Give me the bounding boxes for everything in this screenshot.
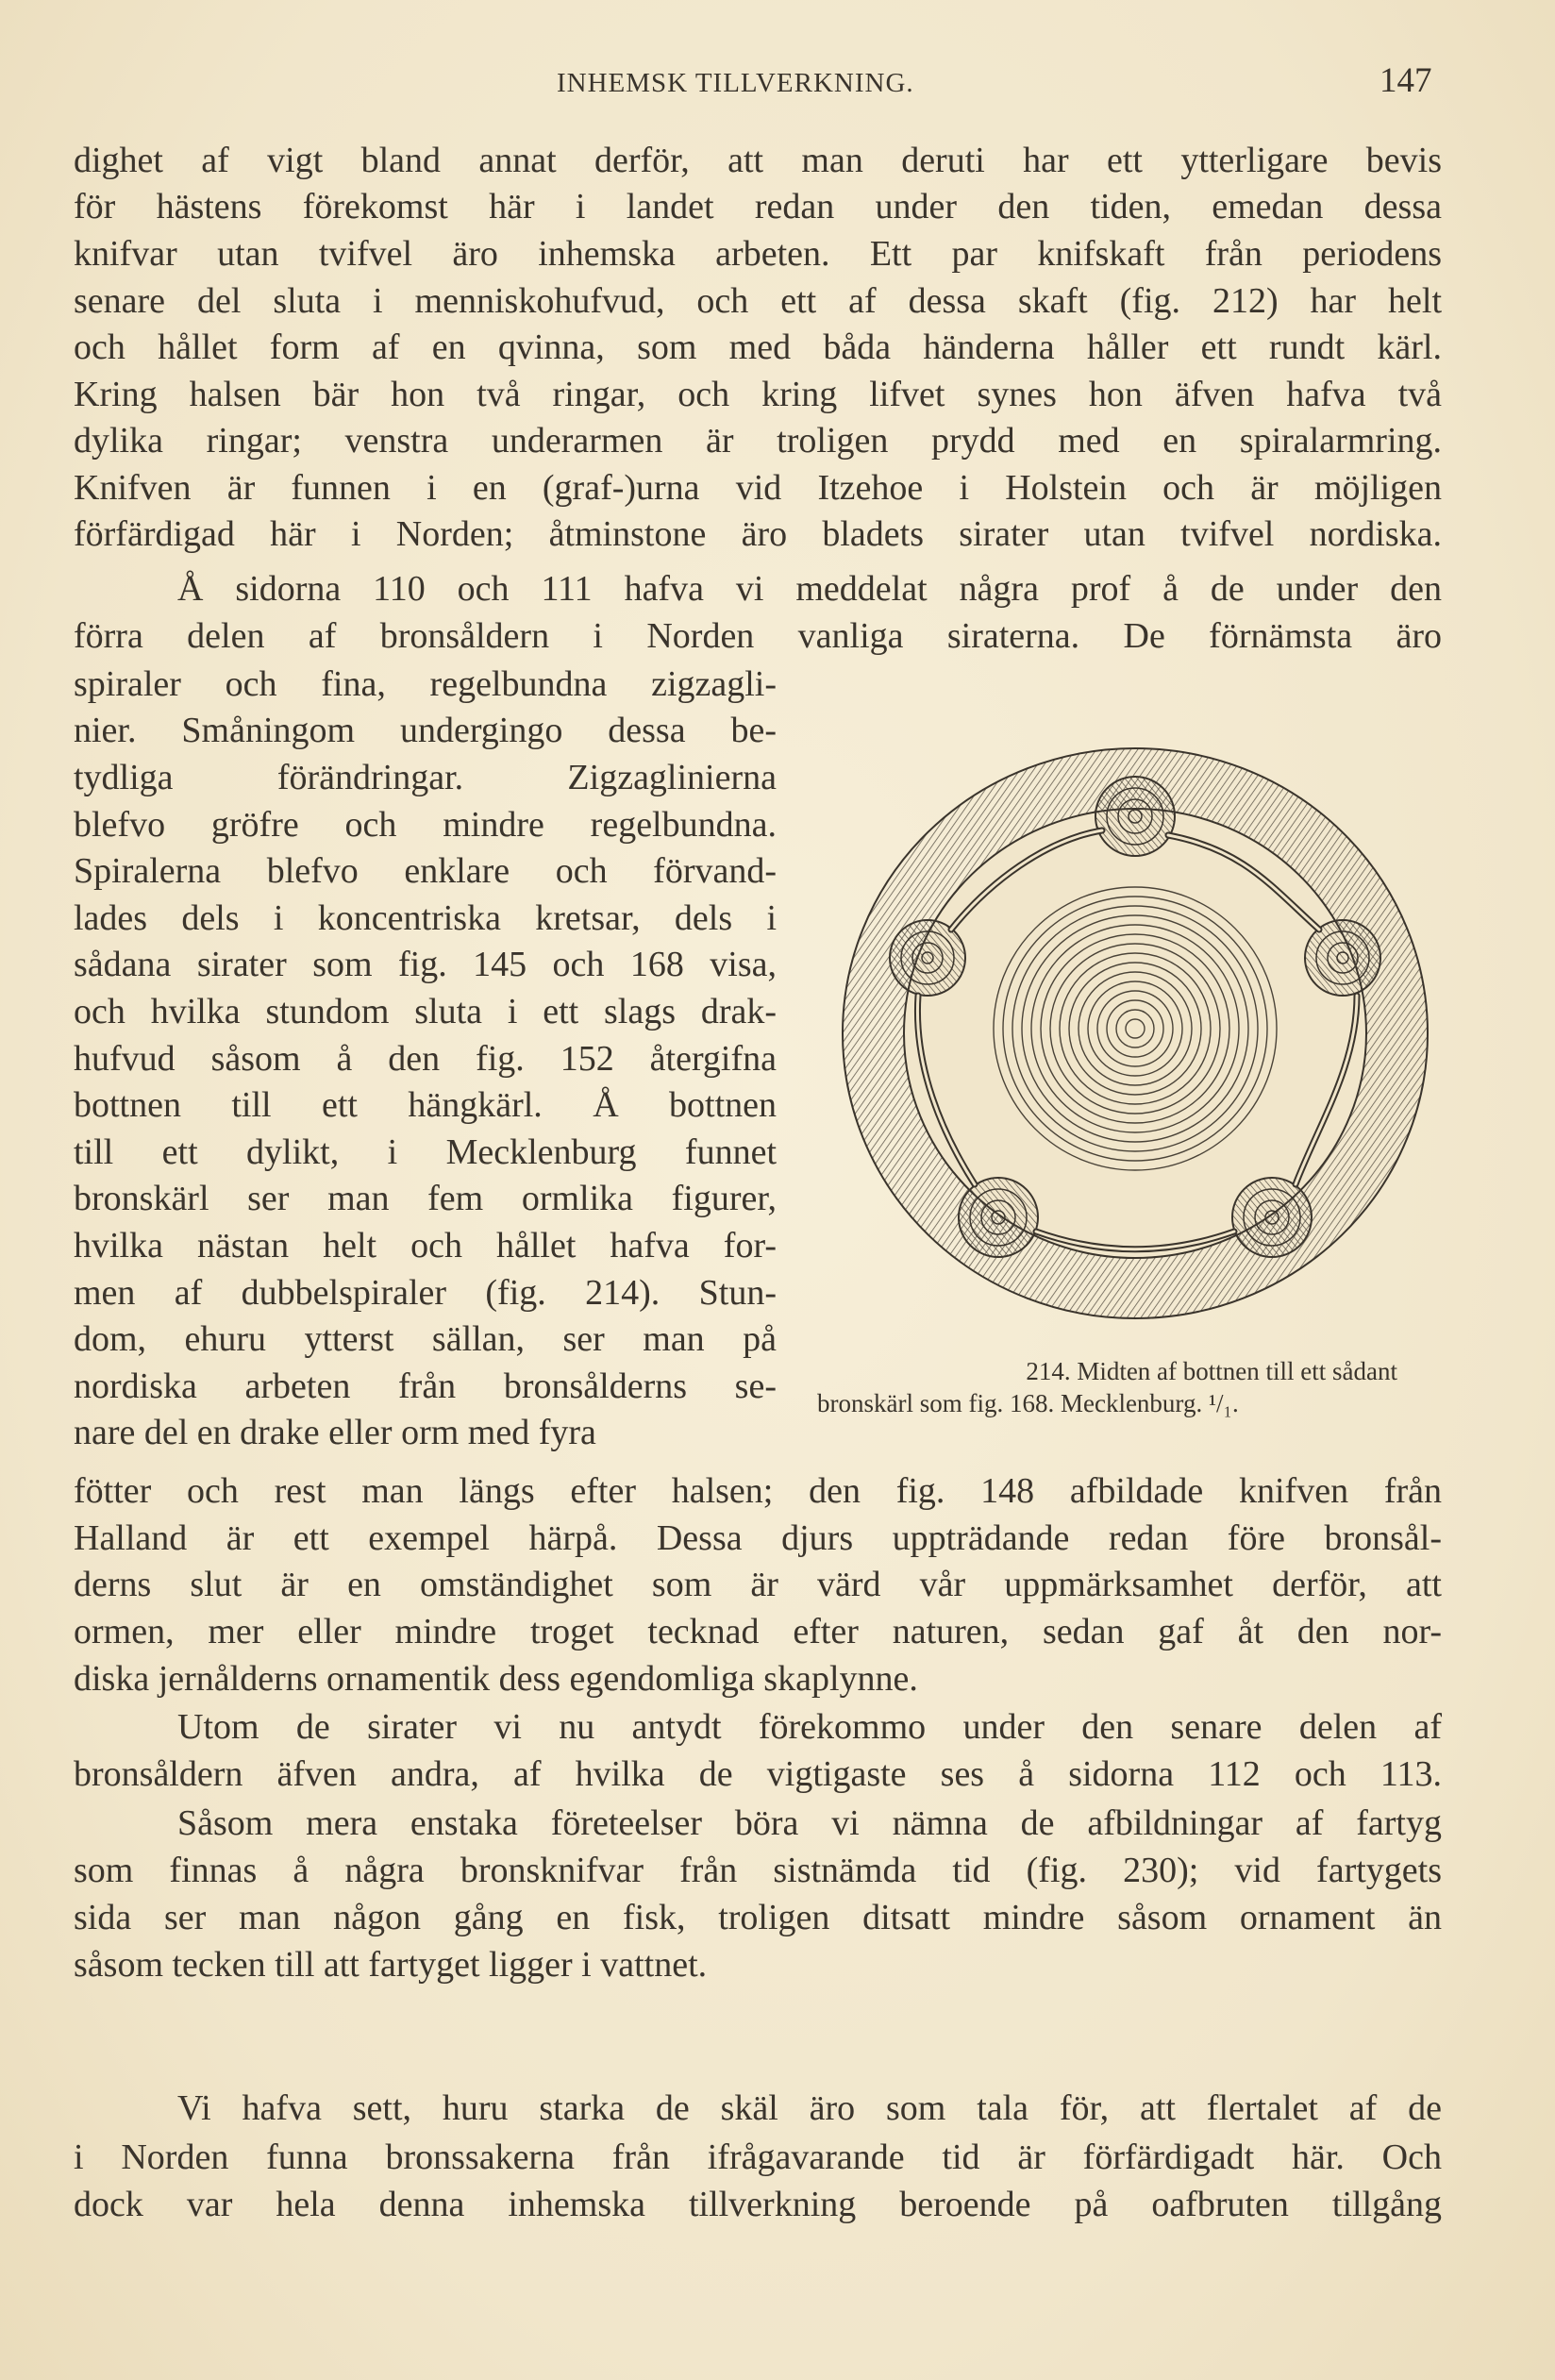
- text-line: och hållet form af en qvinna, som med båda händerna håller ett rundt kärl.: [74, 327, 1442, 367]
- text-line: spiraler och fina, regelbundna zigzagli-: [74, 664, 777, 704]
- text-line: dom, ehuru ytterst sällan, ser man på: [74, 1319, 777, 1359]
- text-line: sida ser man någon gång en fisk, troligen ditsatt mindre såsom ornament än: [74, 1898, 1442, 1937]
- text-line: dighet af vigt bland annat derför, att man deruti har ett ytterligare bevis: [74, 141, 1442, 180]
- text-line: i Norden funna bronssakerna från ifrågavarande tid är förfärdigadt här. Och: [74, 2137, 1442, 2177]
- text-line: som finnas å några bronsknifvar från sistnämda tid (fig. 230); vid fartygets: [74, 1851, 1442, 1890]
- text-line: sådana sirater som fig. 145 och 168 visa,: [74, 945, 777, 984]
- text-line: förfärdigad här i Norden; åtminstone äro bladets sirater utan tvifvel nordiska.: [74, 514, 1442, 554]
- text-line: nordiska arbeten från bronsålderns se-: [74, 1366, 777, 1406]
- text-line: bronskärl ser man fem ormlika figurer,: [74, 1179, 777, 1218]
- spiral-ornament-icon: [828, 727, 1442, 1340]
- text-line: lades dels i koncentriska kretsar, dels i: [74, 898, 777, 938]
- text-line: hufvud såsom å den fig. 152 återgifna: [74, 1039, 777, 1079]
- text-line: till ett dylikt, i Mecklenburg funnet: [74, 1132, 777, 1172]
- text-line: Spiralerna blefvo enklare och förvand-: [74, 851, 777, 891]
- text-line: och hvilka stundom sluta i ett slags drak-: [74, 992, 777, 1031]
- text-line: bottnen till ett hängkärl. Å bottnen: [74, 1085, 777, 1125]
- text-line: Utom de sirater vi nu antydt förekommo under den senare delen af: [177, 1707, 1442, 1747]
- figure-caption: 214. Midten af bottnen till ett sådant: [1026, 1357, 1397, 1385]
- text-line: dylika ringar; venstra underarmen är troligen prydd med en spiralarmring.: [74, 421, 1442, 461]
- text-line: bronsåldern äfven andra, af hvilka de vigtigaste ses å sidorna 112 och 113.: [74, 1754, 1442, 1794]
- text-line: tydliga förändringar. Zigzaglinierna: [74, 758, 777, 797]
- text-line: ormen, mer eller mindre troget tecknad efter naturen, sedan gaf åt den nor-: [74, 1612, 1442, 1651]
- text-line: Kring halsen bär hon två ringar, och kring lifvet synes hon äfven hafva två: [74, 375, 1442, 414]
- text-line: senare del sluta i menniskohufvud, och ett af dessa skaft (fig. 212) har helt: [74, 281, 1442, 321]
- text-line: fötter och rest man längs efter halsen; den fig. 148 afbildade knifven från: [74, 1471, 1442, 1511]
- text-line: nare del en drake eller orm med fyra: [74, 1413, 596, 1452]
- text-line: knifvar utan tvifvel äro inhemska arbeten. Ett par knifskaft från periodens: [74, 234, 1442, 274]
- text-line: diska jernålderns ornamentik dess egendomliga skaplynne.: [74, 1659, 918, 1699]
- text-line: dock var hela denna inhemska tillverkning beroende på oafbruten tillgång: [74, 2185, 1442, 2224]
- text-line: Vi hafva sett, huru starka de skäl äro som tala för, att flertalet af de: [177, 2088, 1442, 2128]
- text-line: nier. Småningom undergingo dessa be-: [74, 711, 777, 750]
- text-line: såsom tecken till att fartyget ligger i vattnet.: [74, 1945, 708, 1985]
- text-line: hvilka nästan helt och hållet hafva for-: [74, 1226, 777, 1265]
- page-number: 147: [1379, 61, 1432, 100]
- text-line: blefvo gröfre och mindre regelbundna.: [74, 805, 777, 845]
- text-line: Knifven är funnen i en (graf-)urna vid Itzehoe i Holstein och är möjligen: [74, 468, 1442, 508]
- text-line: för hästens förekomst här i landet redan under den tiden, emedan dessa: [74, 187, 1442, 226]
- spiral-ornament-figure: [828, 727, 1442, 1340]
- text-line: Halland är ett exempel härpå. Dessa djurs uppträdande redan före bronsål-: [74, 1518, 1442, 1558]
- text-line: förra delen af bronsåldern i Norden vanliga siraterna. De förnämsta äro: [74, 616, 1442, 656]
- text-line: Såsom mera enstaka företeelser böra vi nämna de afbildningar af fartyg: [177, 1803, 1442, 1843]
- text-line: derns slut är en omständighet som är värd vår uppmärksamhet derför, att: [74, 1565, 1442, 1604]
- text-line: men af dubbelspiraler (fig. 214). Stun-: [74, 1273, 777, 1313]
- text-line: Å sidorna 110 och 111 hafva vi meddelat några prof å de under den: [177, 569, 1442, 609]
- running-head: INHEMSK TILLVERKNING.: [557, 68, 914, 98]
- figure-caption: bronskärl som fig. 168. Mecklenburg. ¹/₁.: [817, 1389, 1239, 1417]
